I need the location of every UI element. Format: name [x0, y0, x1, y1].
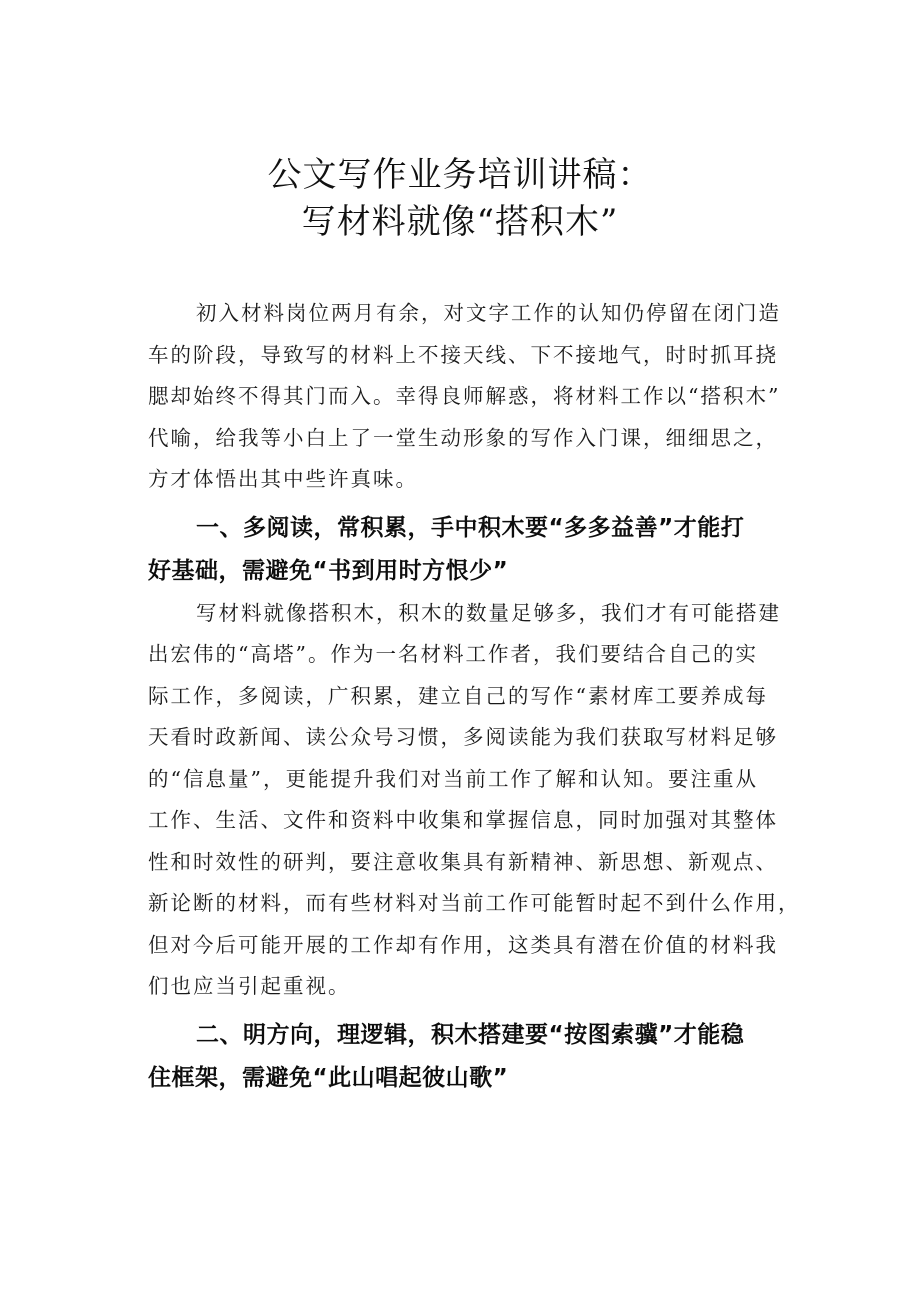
section-1-line-3: 际工作，多阅读，广积累，建立自己的写作“素材库工要养成每	[148, 683, 768, 708]
document-body	[148, 293, 808, 1100]
intro-line-2: 车的阶段，导致写的材料上不接天线、下不接地气，时时抓耳挠	[148, 342, 778, 367]
intro-line-5: 方才体悟出其中些许真味。	[148, 467, 418, 491]
intro-paragraph	[148, 293, 808, 501]
section-1-line-7: 性和时效性的研判，要注意收集具有新精神、新思想、新观点、	[148, 849, 778, 874]
section-1-line-4: 天看时政新闻、读公众号习惯，多阅读能为我们获取写材料足够	[148, 725, 778, 749]
section-1-line-2: 出宏伟的“高塔”。作为一名材料工作者，我们要结合自己的实	[148, 642, 758, 666]
section-1-line-10: 们也应当引起重视。	[148, 974, 351, 998]
section-1-paragraph	[148, 593, 808, 1008]
section-2-heading-line-2: 住框架，需避免“此山唱起彼山歌”	[148, 1064, 509, 1091]
section-1-line-6: 工作、生活、文件和资料中收集和掌握信息，同时加强对其整体	[148, 808, 778, 832]
section-2-heading-line-1: 二、明方向，理逻辑，积木搭建要“按图索骥”才能稳	[196, 1021, 745, 1048]
section-1-heading	[148, 507, 808, 593]
section-1-heading-line-1: 一、多阅读，常积累，手中积木要“多多益善”才能打	[196, 514, 745, 541]
section-1-line-5: 的“信息量”，更能提升我们对当前工作了解和认知。要注重从	[148, 766, 758, 791]
document-title	[0, 152, 920, 246]
section-1-heading-line-2: 好基础，需避免“书到用时方恨少”	[148, 557, 509, 584]
section-1-line-9: 但对今后可能开展的工作却有作用，这类具有潜在价值的材料我	[148, 932, 778, 957]
section-1-line-8: 新论断的材料，而有些材料对当前工作可能暂时起不到什么作用，	[148, 891, 801, 915]
intro-line-4: 代喻，给我等小白上了一堂生动形象的写作入门课，细细思之，	[148, 425, 778, 450]
section-2-heading	[148, 1014, 808, 1100]
section-1-line-1: 写材料就像搭积木，积木的数量足够多，我们才有可能搭建	[196, 600, 781, 625]
title-line-2: 写材料就像“搭积木”	[301, 202, 619, 242]
intro-line-3: 腮却始终不得其门而入。幸得良师解惑，将材料工作以“搭积木”	[148, 384, 781, 408]
title-line-1: 公文写作业务培训讲稿：	[267, 155, 653, 195]
intro-line-1: 初入材料岗位两月有余，对文字工作的认知仍停留在闭门造	[196, 301, 781, 325]
